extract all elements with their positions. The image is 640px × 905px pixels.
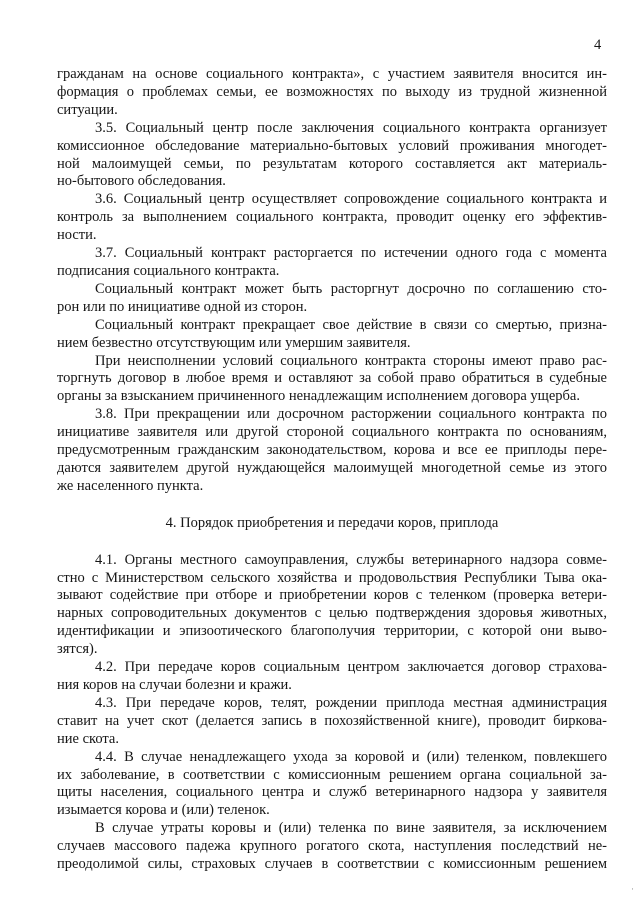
text-line: преодолимой силы, страховых случаев в соответствии с комиссионным решением [57,856,607,873]
text-line: 4.1. Органы местного самоуправления, службы ветеринарного надзора совме- [95,551,607,568]
text-line: рон или по инициативе одной из сторон. [57,298,308,315]
text-line: ставит на учет скот (делается запись в похозяйственной книге), проводит биркова- [57,712,607,729]
text-line: ной малоимущей семьи, по результатам которого составляется акт материаль- [57,155,607,172]
text-line: зывают содействие при отборе и приобретении коров с теленком (проверка ветери- [57,587,607,604]
text-line: ситуации. [57,101,118,118]
text-line: торгнуть договор в любое время и оставляют за собой право обратиться в судебные [57,370,607,387]
paragraph [57,317,607,353]
scan-edge-mark: · [631,884,634,894]
section-4-heading: 4. Порядок приобретения и передачи коров, приплода [165,514,499,531]
text-line: изымается корова и (или) теленок. [57,802,270,819]
text-line: их заболевание, в соответствии с комиссионным решением органа социальной за- [57,766,607,783]
text-line: идентификации и эпизоотического благополучия территории, с которой они выво- [57,623,607,640]
paragraph [57,353,607,407]
text-line: органы за взысканием причиненного ненадлежащим исполнением договора ущерба. [57,388,580,405]
text-line: ности. [57,227,97,244]
text-line: В случае утраты коровы и (или) теленка по вине заявителя, за исключением [95,820,607,837]
text-line: 3.7. Социальный контракт расторгается по истечении одного года с момента [95,245,607,262]
paragraph [57,749,607,821]
text-line: щиты населения, социального центра и служб ветеринарного надзора у заявителя [57,784,607,801]
paragraph [57,552,607,659]
text-line: комиссионное обследование материально-бытовых условий проживания многодет- [57,137,607,154]
text-line: 4.2. При передаче коров социальным центром заключается договор страхова- [95,659,607,676]
paragraph [57,245,607,281]
text-line: Социальный контракт прекращает свое действие в связи со смертью, призна- [95,316,607,333]
text-line: 3.6. Социальный центр осуществляет сопровождение социального контракта и [95,191,607,208]
text-line: При неисполнении условий социального контракта стороны имеют право рас- [95,352,607,369]
text-line: гражданам на основе социального контракта», с участием заявителя вносится ин- [57,66,607,82]
text-line: же населенного пункта. [57,477,204,494]
text-line: 3.8. При прекращении или досрочном расторжении социального контракта по [95,406,607,423]
section-3-paragraphs [57,66,607,496]
page-number: 4 [594,37,602,53]
text-line: контроль за выполнением социального контракта, проводит оценку его эффектив- [57,209,607,226]
text-line: ния коров на случаи болезни и кражи. [57,677,292,693]
paragraph [57,659,607,695]
paragraph [57,695,607,749]
section-4-paragraphs [57,552,607,874]
paragraph [57,281,607,317]
text-line: формация о проблемах семьи, ее возможностях по выходу из трудной жизненной [57,83,607,100]
text-line: 4.4. В случае ненадлежащего ухода за коровой и (или) теленком, повлекшего [95,748,607,765]
paragraph [57,820,607,874]
paragraph [57,66,607,120]
paragraph [57,191,607,245]
text-line: стно с Министерством сельского хозяйства и продовольствия Республики Тыва ока- [57,569,607,586]
text-line: нием безвестно отсутствующим или умершим заявителя. [57,334,411,351]
text-line: 3.5. Социальный центр после заключения социального контракта организует [95,119,607,136]
text-line: Социальный контракт может быть расторгнут досрочно по соглашению сто- [95,280,607,297]
paragraph [57,120,607,192]
text-line: но-бытового обследования. [57,173,226,190]
paragraph [57,406,607,496]
text-line: 4.3. При передаче коров, телят, рождении приплода местная администрация [95,694,607,711]
text-line: подписания социального контракта. [57,262,280,279]
text-line: зятся). [57,641,98,658]
text-line: предусмотренным гражданским законодательством, корова и все ее приплоды пере- [57,442,607,459]
text-line: случаев массового падежа крупного рогатого скота, наступления последствий не- [57,838,607,855]
document-body [57,66,607,874]
text-line: нарных сопроводительных документов с целью подтверждения здоровья животных, [57,605,607,622]
text-line: даются заявителем другой нуждающейся малоимущей многодетной семье из этого [57,459,607,476]
text-line: ние скота. [57,730,119,747]
text-line: инициативе заявителя или другой стороной социального контракта по основаниям, [57,424,607,441]
